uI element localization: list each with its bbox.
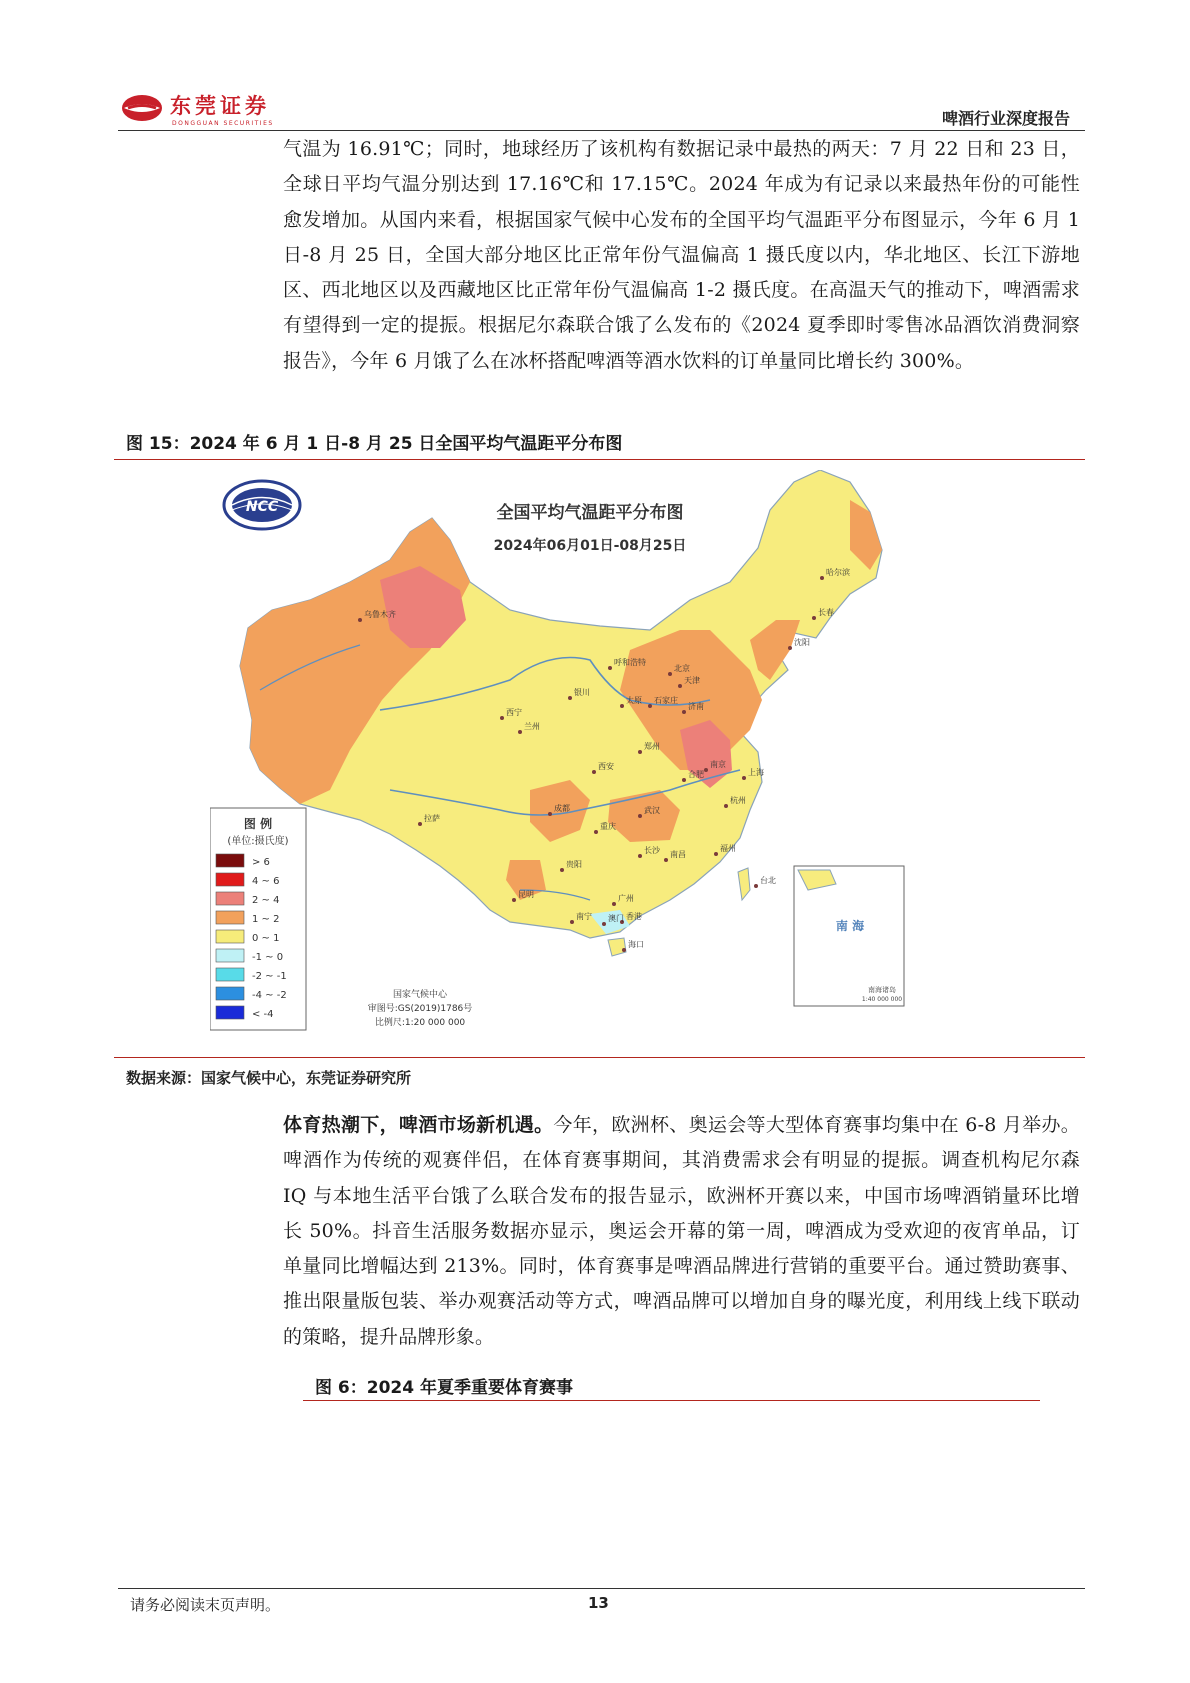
city-marker bbox=[812, 616, 816, 620]
body-paragraph-2 bbox=[283, 1108, 1080, 1355]
legend-label: 0 ~ 1 bbox=[252, 933, 280, 944]
city-label: 成都 bbox=[554, 804, 570, 813]
svg-text:NCC: NCC bbox=[245, 499, 279, 515]
city-label: 西安 bbox=[598, 762, 614, 771]
south-sea-inset bbox=[794, 866, 904, 1006]
map-title: 全国平均气温距平分布图 bbox=[496, 503, 684, 523]
city-label: 郑州 bbox=[644, 742, 660, 751]
legend-label: > 6 bbox=[252, 857, 270, 868]
map-review-number: 审图号:GS(2019)1786号 bbox=[367, 1004, 473, 1014]
city-marker bbox=[358, 618, 362, 622]
city-label: 南昌 bbox=[670, 850, 686, 859]
figure-6-caption: 图 6：2024 年夏季重要体育赛事 bbox=[315, 1378, 573, 1398]
figure-6-rule bbox=[303, 1400, 1040, 1401]
hainan-island bbox=[608, 938, 626, 956]
city-label: 拉萨 bbox=[424, 814, 440, 823]
legend-label: 4 ~ 6 bbox=[252, 876, 280, 887]
city-label: 天津 bbox=[684, 676, 700, 685]
legend-label: 2 ~ 4 bbox=[252, 895, 280, 906]
city-label: 昆明 bbox=[518, 890, 534, 899]
city-marker bbox=[568, 696, 572, 700]
svg-text:DONGGUAN SECURITIES: DONGGUAN SECURITIES bbox=[172, 120, 274, 127]
city-marker bbox=[608, 666, 612, 670]
city-label: 贵阳 bbox=[566, 860, 582, 869]
city-marker bbox=[518, 730, 522, 734]
city-label: 北京 bbox=[674, 664, 690, 673]
city-marker bbox=[512, 898, 516, 902]
city-marker bbox=[592, 770, 596, 774]
city-marker bbox=[622, 948, 626, 952]
svg-text:图 例: 图 例 bbox=[243, 817, 273, 831]
legend-label: < -4 bbox=[252, 1009, 274, 1020]
city-label: 石家庄 bbox=[654, 696, 678, 705]
city-marker bbox=[742, 776, 746, 780]
legend-label: -4 ~ -2 bbox=[252, 990, 287, 1001]
paragraph-1-text: 气温为 16.91℃；同时，地球经历了该机构有数据记录中最热的两天：7 月 22 日和 23 日，全球日平均气温分别达到 17.16℃和 17.15℃。2024 年成为有记录以来最热年份的可能性愈发增加。从国内来看，根据国家气候中心发布的全国平均气温距平分布图显示，今年 6 月 1 日-8 月 25 日，全国大部分地区比正常年份气温偏高 1 摄氏度以内，华北地区、长江下游地区、西北地区以及西藏地区比正常年份气温偏高 1-2 摄氏度。在高温天气的推动下，啤酒需求有望得到一定的提振。根据尼尔森联合饿了么发布的《2024 夏季即时零售冰品酒饮消费洞察报告》，今年 6 月饿了么在冰杯搭配啤酒等酒水饮料的订单量同比增长约 300%。 bbox=[283, 138, 1080, 372]
footer-divider bbox=[118, 1588, 1085, 1589]
legend-swatch bbox=[216, 930, 244, 943]
city-marker bbox=[418, 822, 422, 826]
city-label: 长沙 bbox=[644, 846, 660, 855]
svg-text:(单位:摄氏度): (单位:摄氏度) bbox=[227, 836, 289, 847]
map-agency: 国家气候中心 bbox=[392, 990, 448, 1000]
city-marker bbox=[620, 704, 624, 708]
city-marker bbox=[638, 814, 642, 818]
city-label: 澳门 bbox=[608, 914, 624, 923]
city-marker bbox=[754, 884, 758, 888]
report-title: 啤酒行业深度报告 bbox=[941, 109, 1070, 128]
legend-label: -1 ~ 0 bbox=[252, 952, 284, 963]
legend-swatch bbox=[216, 911, 244, 924]
city-marker bbox=[638, 854, 642, 858]
city-label: 银川 bbox=[574, 688, 590, 697]
paragraph-2-body: 今年，欧洲杯、奥运会等大型体育赛事均集中在 6-8 月举办。啤酒作为传统的观赛伴侣，在体育赛事期间，其消费需求会有明显的提振。调查机构尼尔森 IQ 与本地生活平台饿了么联合发布的报告显示，欧洲杯开赛以来，中国市场啤酒销量环比增长 50%。抖音生活服务数据亦显示，奥运会开幕的第一周，啤酒成为受欢迎的夜宵单品，订单量同比增幅达到 213%。同时，体育赛事是啤酒品牌进行营销的重要平台。通过赞助赛事、推出限量版包装、举办观赛活动等方式，啤酒品牌可以增加自身的曝光度，利用线上线下联动的策略，提升品牌形象。 bbox=[283, 1114, 1080, 1348]
temperature-anomaly-map bbox=[210, 470, 1010, 1050]
legend-swatch bbox=[216, 968, 244, 981]
legend-swatch bbox=[216, 1006, 244, 1019]
taiwan-island bbox=[738, 868, 750, 900]
city-label: 合肥 bbox=[688, 770, 704, 779]
city-marker bbox=[548, 812, 552, 816]
city-label: 香港 bbox=[626, 912, 642, 921]
svg-text:东莞证券: 东莞证券 bbox=[170, 93, 270, 118]
city-marker bbox=[664, 858, 668, 862]
svg-text:1:40 000 000: 1:40 000 000 bbox=[861, 996, 903, 1003]
city-marker bbox=[668, 672, 672, 676]
figure-15-caption: 图 15：2024 年 6 月 1 日-8 月 25 日全国平均气温距平分布图 bbox=[126, 434, 623, 454]
svg-text:南 海: 南 海 bbox=[835, 919, 865, 933]
city-marker bbox=[638, 750, 642, 754]
city-label: 呼和浩特 bbox=[614, 658, 646, 667]
map-scale: 比例尺:1:20 000 000 bbox=[374, 1018, 466, 1028]
figure-15-source: 数据来源：国家气候中心，东莞证券研究所 bbox=[126, 1069, 412, 1087]
city-label: 兰州 bbox=[524, 722, 540, 731]
city-marker bbox=[570, 920, 574, 924]
legend-swatch bbox=[216, 854, 244, 867]
city-marker bbox=[648, 704, 652, 708]
city-label: 济南 bbox=[688, 702, 704, 711]
footer-disclaimer: 请务必阅读末页声明。 bbox=[130, 1596, 281, 1614]
city-marker bbox=[678, 684, 682, 688]
city-marker bbox=[820, 576, 824, 580]
map-legend bbox=[210, 808, 306, 1030]
city-label: 乌鲁木齐 bbox=[364, 610, 396, 619]
city-label: 武汉 bbox=[644, 806, 660, 815]
city-marker bbox=[612, 902, 616, 906]
city-label: 太原 bbox=[626, 696, 642, 705]
city-label: 重庆 bbox=[600, 822, 616, 831]
dongguan-securities-logo bbox=[120, 88, 320, 128]
map-subtitle: 2024年06月01日-08月25日 bbox=[493, 538, 687, 554]
city-label: 南宁 bbox=[576, 912, 592, 921]
city-marker bbox=[602, 922, 606, 926]
header-divider bbox=[118, 130, 1085, 131]
page-number: 13 bbox=[588, 1594, 609, 1612]
city-marker bbox=[714, 852, 718, 856]
city-label: 哈尔滨 bbox=[826, 568, 850, 577]
city-marker bbox=[594, 830, 598, 834]
city-marker bbox=[682, 778, 686, 782]
paragraph-2-text bbox=[283, 1108, 1080, 1355]
legend-swatch bbox=[216, 892, 244, 905]
city-label: 广州 bbox=[618, 894, 634, 903]
city-marker bbox=[724, 804, 728, 808]
city-label: 上海 bbox=[748, 768, 764, 777]
svg-text:南海诸岛: 南海诸岛 bbox=[868, 986, 896, 994]
city-marker bbox=[500, 716, 504, 720]
city-marker bbox=[704, 768, 708, 772]
city-label: 福州 bbox=[720, 844, 736, 853]
city-label: 长春 bbox=[818, 608, 834, 617]
legend-label: -2 ~ -1 bbox=[252, 971, 287, 982]
city-marker bbox=[682, 710, 686, 714]
legend-swatch bbox=[216, 949, 244, 962]
paragraph-2-lead: 体育热潮下，啤酒市场新机遇。 bbox=[283, 1114, 554, 1136]
legend-swatch bbox=[216, 987, 244, 1000]
ncc-logo bbox=[224, 481, 300, 529]
city-label: 沈阳 bbox=[794, 638, 810, 647]
legend-label: 1 ~ 2 bbox=[252, 914, 280, 925]
city-label: 南京 bbox=[710, 760, 726, 769]
city-label: 杭州 bbox=[730, 796, 746, 805]
legend-swatch bbox=[216, 873, 244, 886]
city-marker bbox=[560, 868, 564, 872]
city-label: 台北 bbox=[760, 876, 776, 885]
figure-15-top-rule bbox=[114, 459, 1085, 460]
figure-15-bottom-rule bbox=[114, 1057, 1085, 1058]
city-label: 西宁 bbox=[506, 708, 522, 717]
city-marker bbox=[788, 646, 792, 650]
body-paragraph-1 bbox=[283, 132, 1080, 379]
city-label: 海口 bbox=[628, 940, 644, 949]
